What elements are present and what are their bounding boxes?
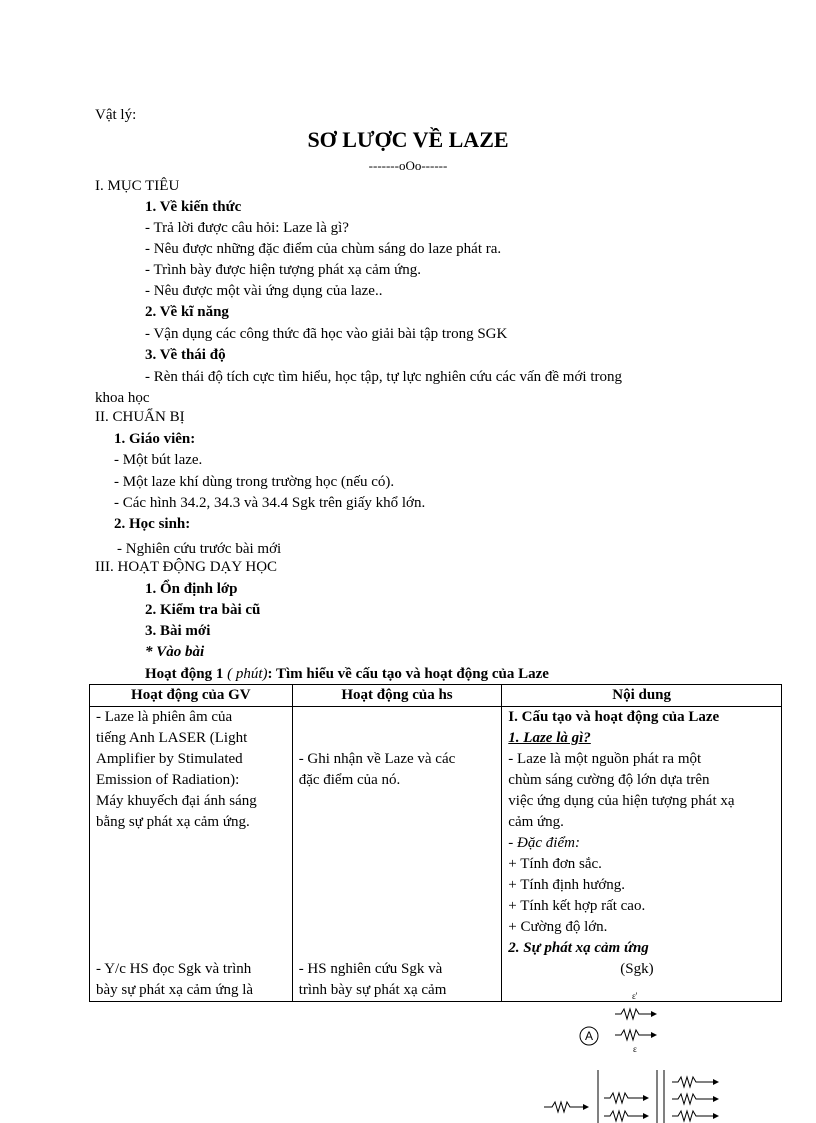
photon-wave-icon bbox=[604, 1093, 648, 1103]
header-gv: Hoạt động của GV bbox=[90, 685, 293, 707]
stimulated-emission-diagram bbox=[540, 990, 780, 1123]
nd-sub2: 2. Sự phát xạ cảm ứng bbox=[508, 940, 649, 956]
table-row bbox=[90, 707, 782, 1002]
nd-def-line: cảm ứng. bbox=[508, 814, 564, 830]
photon-wave-icon bbox=[544, 1102, 588, 1112]
section-hoat-dong-heading: III. HOẠT ĐỘNG DẠY HỌC bbox=[95, 559, 278, 575]
step-item: 3. Bài mới bbox=[145, 623, 211, 639]
hs-line: - HS nghiên cứu Sgk và bbox=[298, 961, 443, 977]
hoc-sinh-item: - Nghiên cứu trước bài mới bbox=[117, 541, 282, 557]
hs-line: - Ghi nhận về Laze và các bbox=[298, 751, 456, 767]
kien-thuc-heading: 1. Về kiến thức bbox=[145, 199, 242, 215]
hs-line: đặc điểm của nó. bbox=[298, 772, 401, 788]
activity-1-heading bbox=[145, 664, 549, 684]
nd-def-line: chùm sáng cường độ lớn dựa trên bbox=[508, 772, 710, 788]
thai-do-heading: 3. Về thái độ bbox=[145, 347, 226, 363]
header-noi-dung: Nội dung bbox=[502, 685, 782, 707]
giao-vien-heading: 1. Giáo viên: bbox=[114, 431, 196, 447]
photon-wave-icon bbox=[672, 1111, 718, 1121]
kien-thuc-item: - Nêu được những đặc điểm của chùm sáng do laze phát ra. bbox=[145, 241, 502, 257]
hs-line: trình bày sự phát xạ cảm bbox=[298, 982, 447, 998]
nd-def-line: - Laze là một nguồn phát ra một bbox=[508, 751, 702, 767]
atom-label: A bbox=[584, 1029, 594, 1043]
nd-feature: + Cường độ lớn. bbox=[508, 919, 608, 935]
activity-time: ( phút) bbox=[223, 666, 268, 682]
gv-line: Máy khuyếch đại ánh sáng bbox=[96, 793, 257, 809]
nd-feature: + Tính định hướng. bbox=[508, 877, 626, 893]
photon-wave-icon bbox=[672, 1094, 718, 1104]
epsilon-label: ε bbox=[633, 1044, 637, 1054]
gv-line: Emission of Radiation): bbox=[96, 772, 240, 788]
giao-vien-item: - Một laze khí dùng trong trường học (nếu có). bbox=[114, 474, 395, 490]
subject-label: Vật lý: bbox=[95, 107, 137, 123]
nd-def-line: việc ứng dụng của hiện tượng phát xạ bbox=[508, 793, 735, 809]
giao-vien-item: - Các hình 34.2, 34.3 và 34.4 Sgk trên giấy khổ lớn. bbox=[114, 495, 426, 511]
step-item: 2. Kiểm tra bài cũ bbox=[145, 602, 261, 618]
epsilon-prime-label: ε' bbox=[632, 991, 638, 1001]
kien-thuc-item: - Trả lời được câu hỏi: Laze là gì? bbox=[145, 220, 349, 236]
gv-line: bày sự phát xạ cảm ứng là bbox=[96, 982, 254, 998]
vao-bai-label: * Vào bài bbox=[145, 644, 205, 660]
photon-wave-icon bbox=[604, 1111, 648, 1121]
thai-do-line1: - Rèn thái độ tích cực tìm hiểu, học tập, tự lực nghiên cứu các vấn đề mới trong bbox=[145, 369, 622, 385]
photon-wave-icon bbox=[615, 1009, 656, 1019]
kien-thuc-item: - Nêu được một vài ứng dụng của laze.. bbox=[145, 283, 383, 299]
step-item: 1. Ổn định lớp bbox=[145, 581, 238, 597]
title-divider: -------oOo------ bbox=[368, 158, 448, 173]
thai-do-line2: khoa học bbox=[95, 390, 150, 406]
nd-features-label: - Đặc điểm: bbox=[508, 835, 580, 851]
hoc-sinh-heading: 2. Học sinh: bbox=[114, 516, 191, 532]
ki-nang-heading: 2. Về kĩ năng bbox=[145, 304, 229, 320]
photon-wave-icon bbox=[672, 1077, 718, 1087]
kien-thuc-item: - Trình bày được hiện tượng phát xạ cảm ứng. bbox=[145, 262, 422, 278]
header-hs: Hoạt động của hs bbox=[292, 685, 502, 707]
nd-feature: + Tính kết hợp rất cao. bbox=[508, 898, 646, 914]
gv-line: bằng sự phát xạ cảm ứng. bbox=[96, 814, 250, 830]
nd-heading: I. Cấu tạo và hoạt động của Laze bbox=[508, 709, 720, 725]
activity-label: Hoạt động 1 bbox=[145, 666, 224, 682]
gv-cell bbox=[90, 707, 293, 1002]
page-title: SƠ LƯỢC VỀ LAZE bbox=[307, 127, 509, 152]
gv-line: - Laze là phiên âm của bbox=[96, 709, 233, 725]
section-chuan-bi-heading: II. CHUẨN BỊ bbox=[95, 409, 185, 425]
ki-nang-item: - Vận dụng các công thức đã học vào giải bài tập trong SGK bbox=[145, 326, 508, 342]
gv-line: tiếng Anh LASER (Light bbox=[96, 730, 248, 746]
nd-sub1: 1. Laze là gì? bbox=[508, 730, 591, 746]
giao-vien-item: - Một bút laze. bbox=[114, 452, 203, 468]
photon-wave-icon bbox=[615, 1030, 656, 1040]
gv-line: Amplifier by Stimulated bbox=[96, 751, 243, 767]
activity-desc: : Tìm hiểu về cấu tạo và hoạt động của Laze bbox=[267, 666, 549, 682]
section-muc-tieu-heading: I. MỤC TIÊU bbox=[95, 178, 180, 194]
nd-feature: + Tính đơn sắc. bbox=[508, 856, 602, 872]
hs-cell bbox=[292, 707, 502, 1002]
table-header-row bbox=[90, 685, 782, 707]
nd-sgk: (Sgk) bbox=[620, 961, 654, 977]
gv-line: - Y/c HS đọc Sgk và trình bbox=[96, 961, 252, 977]
noi-dung-cell bbox=[502, 707, 782, 1002]
activity-table bbox=[89, 684, 782, 1002]
